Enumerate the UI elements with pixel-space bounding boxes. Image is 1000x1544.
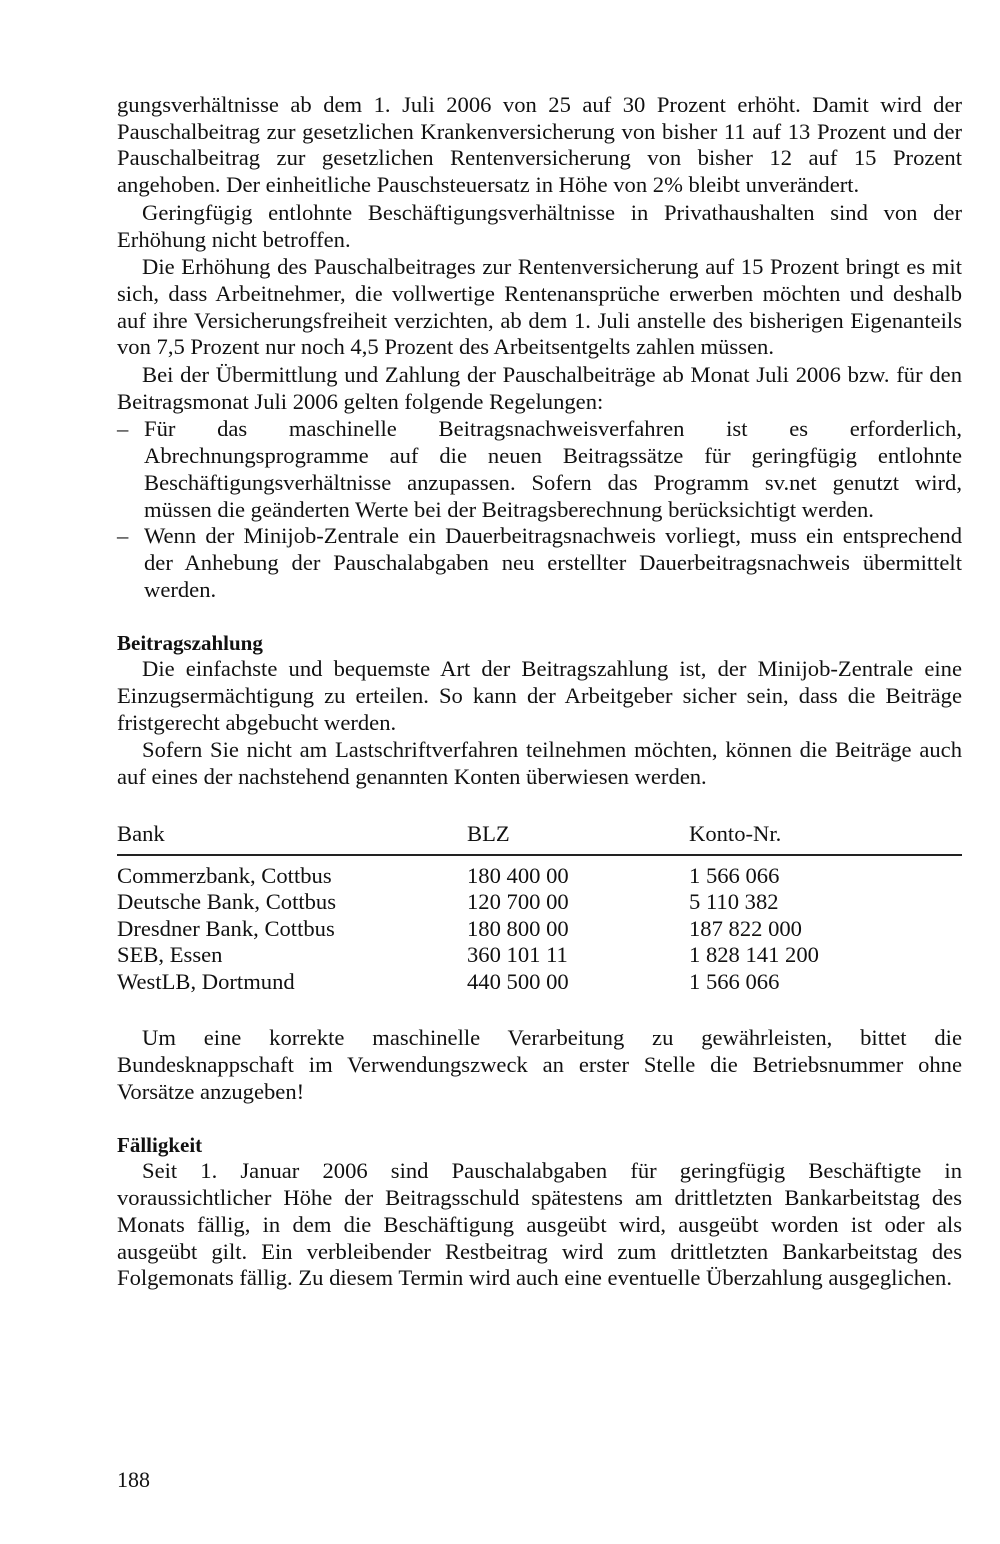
cell-bank: Deutsche Bank, Cottbus	[117, 889, 337, 915]
paragraph-transmission-rules: Bei der Übermittlung und Zahlung der Pauschalbeiträge ab Monat Juli 2006 bzw. für den Beitragsmonat Juli 2006 gelten folgende Regelungen:	[117, 362, 962, 414]
table-row	[117, 855, 962, 890]
rules-list	[117, 416, 962, 603]
column-header-account: Konto-Nr.	[689, 821, 962, 855]
table-row	[117, 889, 962, 916]
section-heading-faelligkeit: Fälligkeit	[117, 1133, 203, 1158]
cell-bank: SEB, Essen	[117, 942, 223, 968]
cell-account: 187 822 000	[689, 915, 802, 941]
table-row	[117, 916, 962, 943]
paragraph-processing-note: Um eine korrekte maschinelle Verarbeitung zu gewährleisten, bittet die Bundesknappschaft im Verwendungszweck an erster Stelle die Betriebsnummer ohne Vorsätze anzugeben!	[117, 1025, 962, 1104]
cell-blz: 180 400 00	[467, 862, 569, 888]
cell-account: 1 566 066	[689, 968, 780, 994]
cell-blz: 120 700 00	[467, 889, 569, 915]
table-header-row	[117, 821, 962, 855]
cell-account: 1 566 066	[689, 862, 780, 888]
table-row	[117, 969, 962, 996]
paragraph-private-households: Geringfügig entlohnte Beschäftigungsverhältnisse in Privathaushalten sind von der Erhöhung nicht betroffen.	[117, 199, 962, 252]
paragraph-direct-debit: Die einfachste und bequemste Art der Beitragszahlung ist, der Minijob-Zentrale eine Einzugsermächtigung zu erteilen. So kann der Arbeitgeber sicher sein, dass die Beiträge fristgerecht abgebucht werden.	[117, 656, 962, 735]
cell-account: 1 828 141 200	[689, 942, 819, 968]
list-dash: –	[117, 523, 129, 549]
column-header-blz: BLZ	[467, 821, 689, 855]
paragraph-due-date: Seit 1. Januar 2006 sind Pauschalabgaben für geringfügig Beschäftigte in voraussichtlicher Höhe der Beitragsschuld spätestens am drittletzten Bankarbeitstag des Monats fällig, in dem die Beschäftigung ausgeübt wird, ausgeübt worden ist oder als ausgeübt gilt. Ein verbleibender Restbeitrag wird zum drittletzten Bankarbeitstag des Folgemonats fällig. Zu diesem Termin wird auch eine eventuelle Überzahlung ausgeglichen.	[117, 1158, 962, 1291]
column-header-bank: Bank	[117, 821, 467, 855]
list-item-text: Wenn der Minijob-Zentrale ein Dauerbeitragsnachweis vorliegt, muss ein entsprechend der Anhebung der Pauschalabgaben neu erstellter Dauerbeitragsnachweis übermittelt werden.	[144, 523, 962, 602]
bank-accounts-table	[117, 821, 962, 996]
table-row	[117, 942, 962, 969]
list-item	[117, 523, 962, 603]
list-item	[117, 416, 962, 523]
cell-blz: 180 800 00	[467, 915, 569, 941]
cell-bank: WestLB, Dortmund	[117, 968, 295, 994]
page-number: 188	[117, 1467, 150, 1492]
cell-account: 5 110 382	[689, 889, 779, 915]
list-dash: –	[117, 416, 129, 442]
paragraph-pension-contribution: Die Erhöhung des Pauschalbeitrages zur Rentenversicherung auf 15 Prozent bringt es mit sich, dass Arbeitnehmer, die vollwertige Rentenansprüche erwerben möchten und deshalb auf ihre Versicherungsfreiheit verzichten, ab dem 1. Juli anstelle des bisherigen Eigenanteils von 7,5 Prozent nur noch 4,5 Prozent des Arbeitsentgelts zahlen müssen.	[117, 254, 962, 360]
paragraph-contribution-increase: gungsverhältnisse ab dem 1. Juli 2006 von 25 auf 30 Prozent erhöht. Damit wird der Pauschalbeitrag zur gesetzlichen Krankenversicherung von bisher 11 auf 13 Prozent und der Pauschalbeitrag zur gesetzlichen Rentenversicherung von bisher 12 auf 15 Prozent angehoben. Der einheitliche Pauschsteuersatz in Höhe von 2% bleibt unverändert.	[117, 92, 962, 198]
list-item-text: Für das maschinelle Beitragsnachweisverfahren ist es erforderlich, Abrechnungsprogramme auf die neuen Beitragssätze für geringfügig entlohnte Beschäftigungsverhältnisse anzupassen. Sofern das Programm sv.net genutzt wird, müssen die geänderten Werte bei der Beitragsberechnung berücksichtigt werden.	[144, 416, 962, 522]
cell-blz: 440 500 00	[467, 968, 569, 994]
cell-blz: 360 101 11	[467, 942, 568, 968]
document-page	[117, 92, 962, 1293]
cell-bank: Commerzbank, Cottbus	[117, 862, 332, 888]
cell-bank: Dresdner Bank, Cottbus	[117, 915, 335, 941]
paragraph-bank-transfer: Sofern Sie nicht am Lastschriftverfahren teilnehmen möchten, können die Beiträge auch auf eines der nachstehend genannten Konten überwiesen werden.	[117, 737, 962, 790]
section-heading-beitragszahlung: Beitragszahlung	[117, 631, 263, 656]
